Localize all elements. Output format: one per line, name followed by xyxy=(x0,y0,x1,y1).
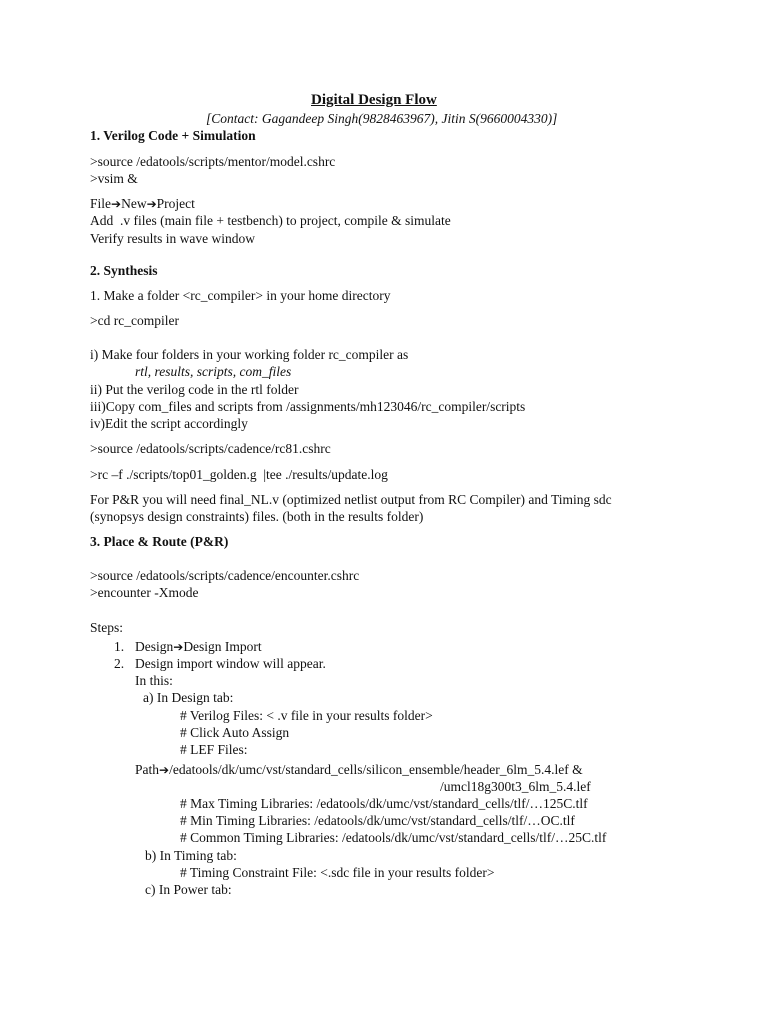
design-menu: Design xyxy=(135,639,174,654)
add-files-line: Add .v files (main file + testbench) to project, compile & simulate xyxy=(90,213,451,228)
verilog-files-item: # Verilog Files: < .v file in your results folder> xyxy=(180,708,433,723)
in-this-label: In this: xyxy=(135,673,173,688)
arrow-icon: ➔ xyxy=(159,763,170,777)
step-iv: iv)Edit the script accordingly xyxy=(90,416,248,431)
timing-constraint-file: # Timing Constraint File: <.sdc file in your results folder> xyxy=(180,865,495,880)
step-iii: iii)Copy com_files and scripts from /assignments/mh123046/rc_compiler/scripts xyxy=(90,399,526,414)
section-2-heading: 2. Synthesis xyxy=(90,263,158,278)
lef-files-item: # LEF Files: xyxy=(180,742,248,757)
arrow-icon: ➔ xyxy=(111,197,122,211)
cmd-source-rc81: >source /edatools/scripts/cadence/rc81.cshrc xyxy=(90,441,331,456)
step-1-text xyxy=(135,638,262,656)
contact-line: [Contact: Gagandeep Singh(9828463967), Jitin S(9660004330)] xyxy=(206,111,558,126)
cmd-source-model: >source /edatools/scripts/mentor/model.cshrc xyxy=(90,154,336,169)
step-2-text: Design import window will appear. xyxy=(135,656,326,671)
menu-project: Project xyxy=(156,196,195,211)
cmd-source-encounter: >source /edatools/scripts/cadence/encounter.cshrc xyxy=(90,568,360,583)
cmd-rc: >rc –f ./scripts/top01_golden.g |tee ./results/update.log xyxy=(90,467,388,482)
cmd-cd: >cd rc_compiler xyxy=(90,313,179,328)
menu-path-line xyxy=(90,195,195,213)
path-label: Path xyxy=(135,762,160,777)
folder-names: rtl, results, scripts, com_files xyxy=(135,364,292,379)
cmd-encounter: >encounter -Xmode xyxy=(90,585,199,600)
pr-note-line-2: (synopsys design constraints) files. (both in the results folder) xyxy=(90,509,424,524)
section-1-heading: 1. Verilog Code + Simulation xyxy=(90,128,256,143)
lef-path-2: /umcl18g300t3_6lm_5.4.lef xyxy=(440,779,591,794)
arrow-icon: ➔ xyxy=(146,197,157,211)
make-folder-step: 1. Make a folder <rc_compiler> in your home directory xyxy=(90,288,391,303)
menu-new: New xyxy=(121,196,147,211)
step-ii: ii) Put the verilog code in the rtl folder xyxy=(90,382,299,397)
arrow-icon: ➔ xyxy=(173,640,184,654)
common-timing-libraries: # Common Timing Libraries: /edatools/dk/umc/vst/standard_cells/tlf/…25C.tlf xyxy=(180,830,607,845)
steps-label: Steps: xyxy=(90,620,124,635)
design-tab-label: a) In Design tab: xyxy=(143,690,234,705)
step-2-number: 2. xyxy=(114,656,125,671)
pr-note-line-1: For P&R you will need final_NL.v (optimized netlist output from RC Compiler) and Timing sdc xyxy=(90,492,612,507)
timing-tab-label: b) In Timing tab: xyxy=(145,848,237,863)
cmd-vsim: >vsim & xyxy=(90,171,138,186)
step-1-number: 1. xyxy=(114,639,125,654)
power-tab-label: c) In Power tab: xyxy=(145,882,232,897)
page-title: Digital Design Flow xyxy=(311,92,437,108)
design-import-menu: Design Import xyxy=(183,639,262,654)
max-timing-libraries: # Max Timing Libraries: /edatools/dk/umc/vst/standard_cells/tlf/…125C.tlf xyxy=(180,796,588,811)
verify-line: Verify results in wave window xyxy=(90,231,255,246)
min-timing-libraries: # Min Timing Libraries: /edatools/dk/umc/vst/standard_cells/tlf/…OC.tlf xyxy=(180,813,575,828)
step-i: i) Make four folders in your working folder rc_compiler as xyxy=(90,347,409,362)
auto-assign-item: # Click Auto Assign xyxy=(180,725,290,740)
lef-path-1: /edatools/dk/umc/vst/standard_cells/silicon_ensemble/header_6lm_5.4.lef & xyxy=(169,762,583,777)
section-3-heading: 3. Place & Route (P&R) xyxy=(90,534,229,549)
lef-path-line xyxy=(135,761,583,779)
menu-file: File xyxy=(90,196,112,211)
